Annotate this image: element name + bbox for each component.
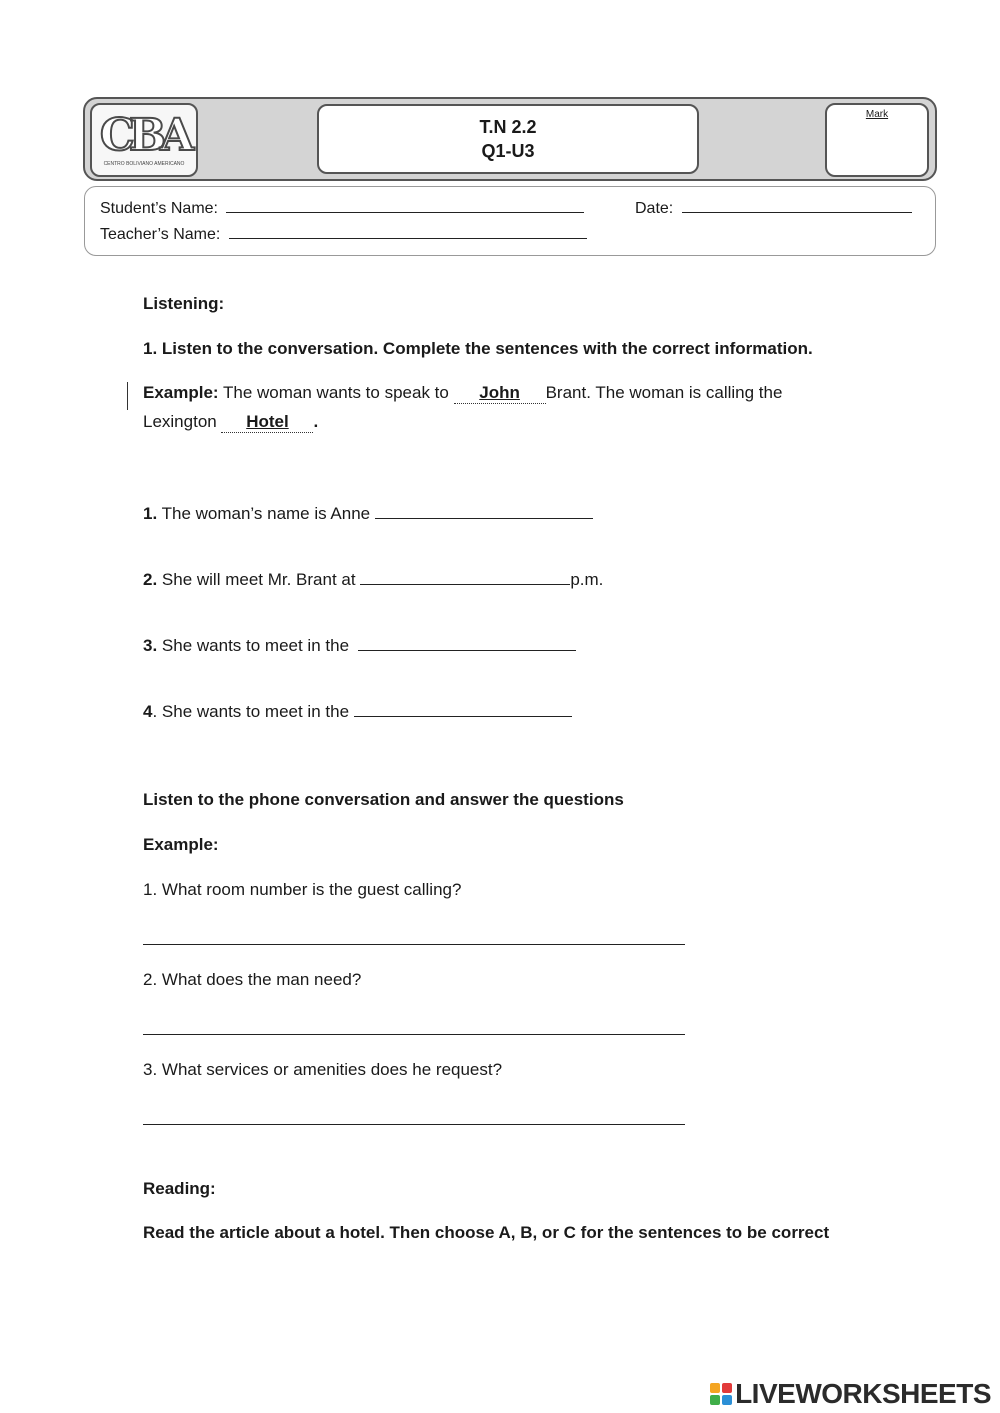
phone-answer-line-2[interactable] [143,1034,685,1035]
worksheet-title: T.N 2.2 [479,117,537,137]
question-text: She wants to meet in the [157,636,359,655]
liveworksheets-logo-icon [710,1383,732,1405]
example-end: . [313,412,319,431]
text-cursor [127,382,128,410]
school-logo [90,103,198,177]
phone-question-2: 2. What does the man need? [143,970,362,989]
example-sentence-line1 [143,383,782,404]
example-answer-hotel: Hotel [221,412,313,433]
mark-label: Mark [865,109,889,120]
student-name-label: Student’s Name: [100,200,218,217]
question-number: 4 [143,702,153,721]
teacher-name-field[interactable] [229,224,587,239]
example-label: Example: [143,383,219,402]
reading-instruction: Read the article about a hotel. Then choose A, B, or C for the sentences to be correct [143,1223,830,1242]
phone-answer-line-3[interactable] [143,1124,685,1125]
question-text: The woman’s name is Anne [157,504,375,523]
phone-example-label: Example: [143,835,219,854]
question-suffix: p.m. [570,570,604,589]
example-text-3: Lexington [143,412,222,431]
answer-blank-2[interactable] [360,568,570,585]
question-2 [143,568,603,590]
example-text-1: The woman wants to speak to [218,383,454,402]
date-field[interactable] [682,198,912,213]
question-number: 1. [143,504,158,523]
phone-answer-line-1[interactable] [143,944,685,945]
liveworksheets-logo [710,1378,991,1410]
example-text-2: Brant. The woman is calling the [545,383,783,402]
teacher-name-label: Teacher’s Name: [100,226,221,243]
question-number: 3. [143,636,158,655]
date-label: Date: [635,200,674,217]
listening-heading: Listening: [143,294,225,313]
logo-letters: CBA [99,110,189,161]
answer-blank-1[interactable] [375,502,593,519]
phone-question-3: 3. What services or amenities does he request? [143,1060,503,1079]
teacher-name-row [100,224,587,244]
student-name-row [100,198,584,218]
example-sentence-line2 [143,412,318,433]
student-name-field[interactable] [226,198,584,213]
answer-blank-4[interactable] [354,700,572,717]
phone-question-1: 1. What room number is the guest calling? [143,880,462,899]
student-info-box [84,186,936,256]
question-4 [143,700,572,722]
mark-box [825,103,929,177]
worksheet-title-box [317,104,699,174]
question-number: 2. [143,570,158,589]
phone-heading: Listen to the phone conversation and answer the questions [143,790,624,809]
example-answer-john: John [454,383,546,404]
reading-heading: Reading: [143,1179,216,1198]
date-row [635,198,912,218]
worksheet-unit: Q1-U3 [481,141,535,161]
question-text: She will meet Mr. Brant at [157,570,361,589]
question-3 [143,634,576,656]
liveworksheets-brand: LIVEWORKSHEETS [735,1378,991,1409]
answer-blank-3[interactable] [358,634,576,651]
logo-caption: CENTRO BOLIVIANO AMERICANO [103,161,185,167]
question-1 [143,502,593,524]
question-text: . She wants to meet in the [152,702,354,721]
listening-instruction: 1. Listen to the conversation. Complete the sentences with the correct information. [143,339,813,358]
